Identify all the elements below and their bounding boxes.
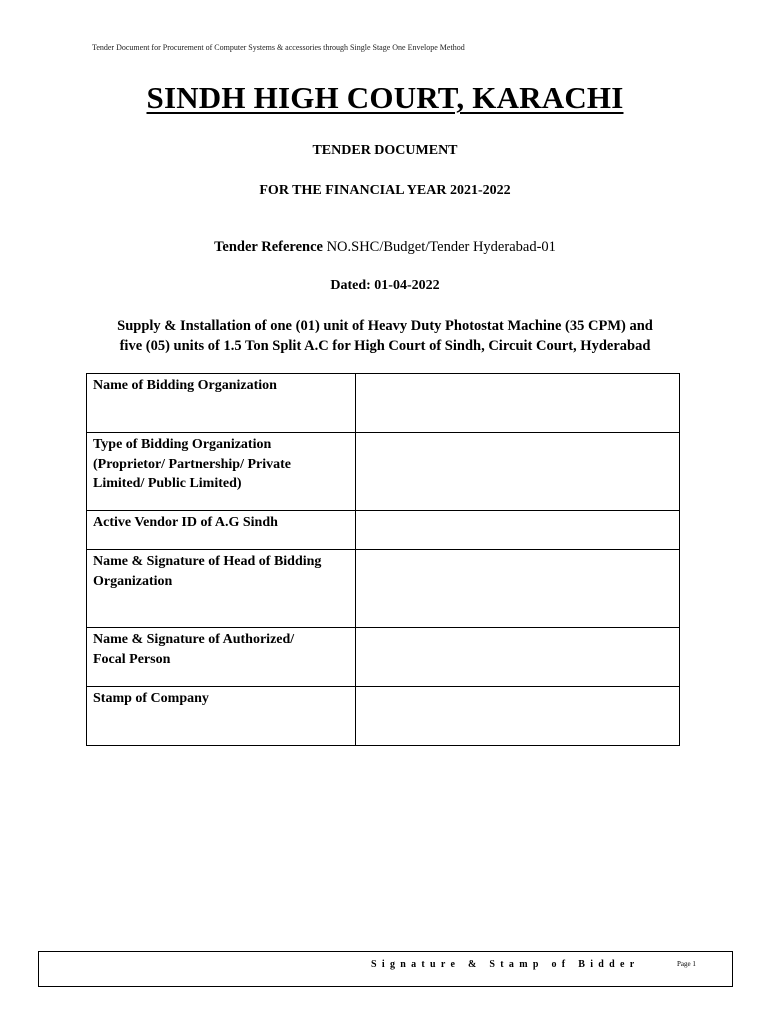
bidder-info-table [86, 373, 680, 746]
header-note: Tender Document for Procurement of Computer Systems & accessories through Single Stage One Envelope Method [92, 43, 465, 52]
field-label-line: Name & Signature of Authorized/ [93, 632, 295, 647]
tender-reference [0, 239, 770, 256]
field-label-organization-type [87, 433, 356, 511]
field-label-line: Name & Signature of Head of Bidding [93, 554, 322, 569]
field-label-company-stamp [87, 687, 356, 746]
table-row [87, 374, 680, 433]
table-row [87, 433, 680, 511]
field-label-vendor-id [87, 511, 356, 550]
field-label-line: Active Vendor ID of A.G Sindh [93, 515, 278, 530]
table-row [87, 550, 680, 628]
field-value-head-signature[interactable] [356, 550, 680, 628]
tender-reference-value: NO.SHC/Budget/Tender Hyderabad-01 [326, 239, 556, 255]
table-row [87, 511, 680, 550]
table-row [87, 628, 680, 687]
field-label-line: Stamp of Company [93, 691, 209, 706]
financial-year: FOR THE FINANCIAL YEAR 2021-2022 [259, 183, 511, 198]
field-label-line: (Proprietor/ Partnership/ Private [93, 456, 292, 472]
field-label-organization-name [87, 374, 356, 433]
field-label-authorized-person [87, 628, 356, 687]
field-value-vendor-id[interactable] [356, 511, 680, 550]
tender-subject [80, 316, 690, 356]
page-title-text: SINDH HIGH COURT, KARACHI [146, 80, 624, 115]
subject-line-1: Supply & Installation of one (01) unit of Heavy Duty Photostat Machine (35 CPM) and [117, 318, 653, 334]
page-title [0, 80, 770, 116]
tender-date: Dated: 01-04-2022 [330, 278, 440, 293]
field-value-company-stamp[interactable] [356, 687, 680, 746]
field-label-line: Type of Bidding Organization [93, 437, 272, 452]
field-value-organization-name[interactable] [356, 374, 680, 433]
tender-reference-label: Tender Reference [214, 239, 323, 255]
subject-line-2: five (05) units of 1.5 Ton Split A.C for High Court of Sindh, Circuit Court, Hyderabad [119, 338, 651, 354]
page-number: Page 1 [677, 960, 696, 968]
table-row [87, 687, 680, 746]
field-label-line: Name of Bidding Organization [93, 378, 277, 393]
field-label-line: Organization [93, 573, 173, 589]
field-value-authorized-person[interactable] [356, 628, 680, 687]
field-value-organization-type[interactable] [356, 433, 680, 511]
footer-signature-label: Signature & Stamp of Bidder [371, 959, 640, 970]
field-label-head-signature [87, 550, 356, 628]
document-type: TENDER DOCUMENT [312, 143, 458, 158]
field-label-line: Limited/ Public Limited) [93, 476, 242, 491]
field-label-line: Focal Person [93, 651, 171, 667]
